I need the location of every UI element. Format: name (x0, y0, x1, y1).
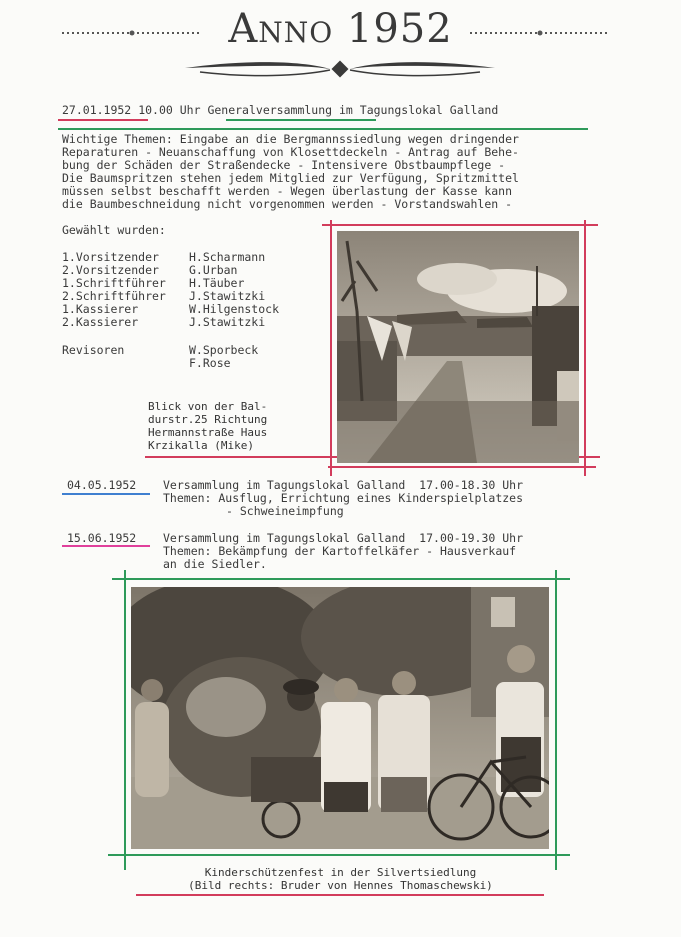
elected-heading: Gewählt wurden: (62, 223, 166, 237)
topics-line: Reparaturen - Neuanschaffung von Klosettdeckeln - Antrag auf Behe- (62, 145, 519, 159)
photo-childrens-festival (131, 587, 549, 849)
auditor-name: W.Sporbeck (189, 343, 259, 357)
photo2-frame-bottom (108, 854, 570, 856)
meeting3-date: 15.06.1952 (67, 531, 137, 545)
topics-line: Wichtige Themen: Eingabe an die Bergmannssiedlung wegen dringender (62, 132, 519, 146)
photo2-caption-line2: (Bild rechts: Bruder von Hennes Thomaschewski) (188, 879, 493, 892)
meeting2-date: 04.05.1952 (67, 478, 137, 492)
title-ornament (180, 58, 500, 80)
photo1-caption-line: Krzikalla (Mike) (148, 439, 254, 452)
meeting3-line1: Versammlung im Tagungslokal Galland 17.00-19.30 Uhr (163, 531, 524, 545)
meeting1-event: Generalversammlung (207, 103, 333, 117)
photo2-caption-underline (136, 894, 544, 896)
meeting3-date-underline (62, 545, 150, 547)
elected-name: H.Täuber (189, 276, 245, 290)
photo1-caption-line: Hermannstraße Haus (148, 426, 268, 439)
title-dotted-rule-left (62, 29, 202, 37)
elected-name: G.Urban (189, 263, 238, 277)
elected-name: W.Hilgenstock (189, 302, 280, 316)
meeting1-event-underline (226, 119, 376, 121)
meeting1-date-underline (58, 119, 148, 121)
photo1-frame-top (322, 224, 598, 226)
topics-line: Die Baumspritzen stehen jedem Mitglied zur Verfügung, Spritzmittel (62, 171, 519, 185)
photo2-frame-top (112, 578, 570, 580)
photo2-frame-right (555, 570, 557, 870)
meeting1-topics-underline (58, 128, 588, 130)
topics-line: bung der Schäden der Straßendecke - Intensivere Obstbaumpflege - (62, 158, 506, 172)
photo1-caption-line: Blick von der Bal- (148, 400, 268, 413)
title-dotted-rule-right (470, 29, 610, 37)
elected-role: 2.Kassierer (62, 315, 139, 329)
photo1-frame-left (330, 220, 332, 476)
photo2-caption-line1: Kinderschützenfest in der Silvertsiedlung (204, 866, 477, 879)
elected-role: 2.Vorsitzender (62, 263, 159, 277)
photo1-frame-right (584, 220, 586, 476)
meeting2-line1: Versammlung im Tagungslokal Galland 17.00-18.30 Uhr (163, 478, 524, 492)
meeting1-date: 27.01.1952 (62, 103, 132, 117)
elected-role: 1.Kassierer (62, 302, 139, 316)
topics-line: müssen selbst beschafft werden - Wegen überlastung der Kasse kann (62, 184, 513, 198)
elected-role: 1.Schriftführer (62, 276, 166, 290)
page-title: Anno 1952 (228, 6, 453, 52)
elected-name: J.Stawitzki (189, 315, 266, 329)
elected-role: 2.Schriftführer (62, 289, 166, 303)
meeting1-place: im Tagungslokal Galland (339, 103, 499, 117)
meeting2-line3: - Schweineimpfung (226, 504, 344, 518)
meeting1-header (62, 104, 498, 117)
meeting1-time: 10.00 Uhr (138, 103, 201, 117)
elected-name: H.Scharmann (189, 250, 266, 264)
elected-name: J.Stawitzki (189, 289, 266, 303)
meeting3-line2: Themen: Bekämpfung der Kartoffelkäfer - Hausverkauf (163, 544, 517, 558)
topics-line: die Baumbeschneidung nicht vorgenommen werden - Vorstandswahlen - (62, 197, 513, 211)
meeting2-date-underline (62, 493, 150, 495)
auditor-name: F.Rose (189, 356, 231, 370)
photo2-frame-left (124, 570, 126, 870)
meeting3-line3: an die Siedler. (163, 557, 267, 571)
photo-garden-street (337, 231, 579, 463)
photo1-frame-bottom2 (328, 466, 596, 468)
photo1-caption-line: durstr.25 Richtung (148, 413, 268, 426)
meeting2-line2: Themen: Ausflug, Errichtung eines Kinderspielplatzes (163, 491, 524, 505)
elected-role: 1.Vorsitzender (62, 250, 159, 264)
auditors-label: Revisoren (62, 343, 125, 357)
